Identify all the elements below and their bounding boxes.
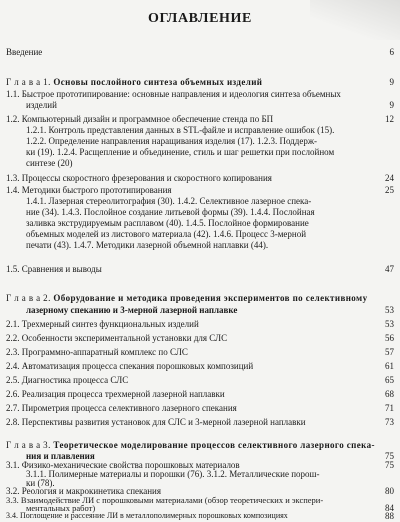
toc-entry-3-4: 3.4. Поглощение и рассеяние ЛИ в металлополимерных порошковых композициях [6,511,288,520]
toc-page-2-5: 65 [385,375,394,385]
toc-entry-1-2: 1.2. Компьютерный дизайн и программное обеспечение стенда по БП [6,114,274,124]
toc-entry-1-1-cont: изделий [26,100,57,110]
chapter-2-heading: Г л а в а 2. Оборудование и методика проведения экспериментов по селективному [6,293,368,303]
chapter-1-heading: Г л а в а 1. Основы послойного синтеза объемных изделий [6,77,263,87]
toc-page-2-3: 57 [385,347,394,357]
toc-sub-1-4-a: 1.4.1. Лазерная стереолитография (30). 1.4.2. Селективное лазерное спека- [26,196,312,206]
toc-page-2-4: 61 [385,361,394,371]
toc-entry-intro: Введение [6,47,43,57]
toc-entry-2-5: 2.5. Диагностика процесса СЛС [6,375,129,385]
toc-sub-1-2-b: 1.2.2. Определение направления наращивания изделия (17). 1.2.3. Поддерж- [26,136,318,146]
toc-entry-1-5: 1.5. Сравнения и выводы [6,264,102,274]
toc-entry-3-3-cont: ментальных работ) [26,503,96,513]
toc-entry-3-3: 3.3. Взаимодействие ЛИ с порошковыми материалами (обзор теоретических и экспери- [6,495,324,505]
toc-sub-1-2-d: синтезе (20) [26,158,73,168]
chapter-2-page: 53 [385,305,394,315]
toc-page-intro: 6 [389,47,394,57]
toc-sub-1-4-e: печати (43). 1.4.7. Методики лазерной объемной наплавки (44). [26,240,269,250]
chapter-3-page: 75 [385,451,394,461]
toc-entry-2-8: 2.8. Перспективы развития установок для СЛС и 3-мерной лазерной наплавки [6,417,306,427]
toc-entry-2-6: 2.6. Реализация процесса трехмерной лазерной наплавки [6,389,225,399]
chapter-1-page: 9 [389,77,394,87]
toc-entry-1-4: 1.4. Методики быстрого прототипирования [6,185,172,195]
toc-page-1-4: 25 [385,185,394,195]
toc-page-3-1: 75 [385,460,394,470]
toc-page-1-1: 9 [389,100,394,110]
page-title: ОГЛАВЛЕНИЕ [148,11,252,26]
toc-page-1-5: 47 [385,264,394,274]
toc-sub-3-1-b: ки (78). [26,478,55,488]
toc-page-2-8: 73 [385,417,394,427]
toc-page-1-2: 12 [385,114,394,124]
toc-sub-1-4-c: заливка экструдируемым расплавом (40). 1.4.5. Послойное формирование [26,218,309,228]
chapter-3-heading: Г л а в а 3. Теоретическое моделирование процессов селективного лазерного спека- [6,440,375,450]
chapter-2-heading-cont: лазерному спеканию и 3-мерной лазерной наплавке [26,305,238,315]
toc-sub-1-4-d: объемных моделей из листового материала (42). 1.4.6. Процесс 3-мерной [26,229,307,239]
toc-entry-2-3: 2.3. Программно-аппаратный комплекс по СЛС [6,347,188,357]
toc-entry-3-2: 3.2. Реология и макрокинетика спекания [6,486,162,496]
toc-page-1-3: 24 [385,173,394,183]
toc-entry-3-1: 3.1. Физико-механические свойства порошковых материалов [6,460,240,470]
toc-page-3-2: 80 [385,486,394,496]
toc-entry-1-1: 1.1. Быстрое прототипирование: основные направления и идеология синтеза объемных [6,89,341,99]
toc-entry-2-4: 2.4. Автоматизация процесса спекания порошковых композиций [6,361,254,371]
toc-sub-1-2-a: 1.2.1. Контроль представления данных в STL-файле и исправление ошибок (15). [26,125,335,135]
toc-page-2-2: 56 [385,333,394,343]
toc-entry-2-1: 2.1. Трехмерный синтез функциональных изделий [6,319,199,329]
toc-entry-2-7: 2.7. Пирометрия процесса селективного лазерного спекания [6,403,237,413]
toc-sub-3-1-a: 3.1.1. Полимерные материалы и порошки (76). 3.1.2. Металлические порош- [26,469,320,479]
toc-entry-1-3: 1.3. Процессы скоростного фрезерования и скоростного копирования [6,173,272,183]
toc-page-3-4: 88 [385,511,394,521]
toc-sub-1-4-b: ние (34). 1.4.3. Послойное создание литьевой формы (39). 1.4.4. Послойная [26,207,315,217]
toc-page-2-7: 71 [385,403,394,413]
toc-page-2-1: 53 [385,319,394,329]
toc-entry-2-2: 2.2. Особенности экспериментальной установки для СЛС [6,333,228,343]
toc-page-2-6: 68 [385,389,394,399]
chapter-3-heading-cont: ния и плавления [26,451,95,461]
toc-page-3-3: 84 [385,503,394,513]
toc-sub-1-2-c: ки (19). 1.2.4. Расщепление и объединение, стиль и шаг решетки при послойном [26,147,335,157]
